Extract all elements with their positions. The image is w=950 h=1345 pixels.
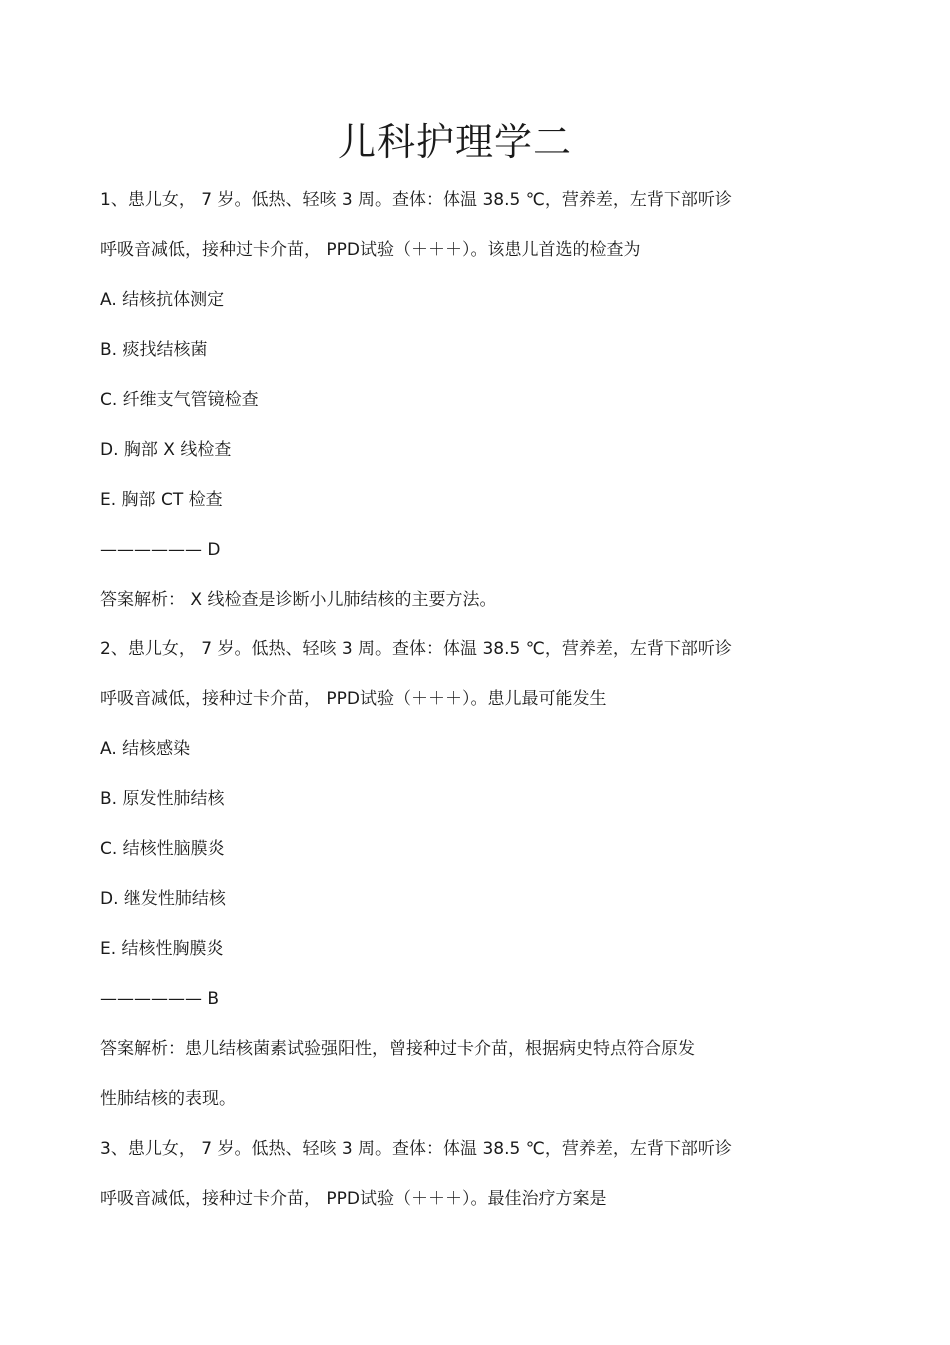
question-3-stem-line-1: 3、患儿女， 7 岁。低热、轻咳 3 周。查体：体温 38.5 ℃，营养差，左背下部听诊 <box>100 1139 732 1159</box>
page-title: 儿科护理学二 <box>337 120 572 164</box>
question-1-option-e: E. 胸部 CT 检查 <box>100 490 223 510</box>
question-1-stem-line-1: 1、患儿女， 7 岁。低热、轻咳 3 周。查体：体温 38.5 ℃，营养差，左背下部听诊 <box>100 190 732 210</box>
question-2-option-a: A. 结核感染 <box>100 739 191 759</box>
question-2-option-d: D. 继发性肺结核 <box>100 889 226 909</box>
question-3-stem-line-2: 呼吸音减低，接种过卡介苗， PPD试验（＋＋＋）。最佳治疗方案是 <box>100 1189 607 1209</box>
question-1-option-d: D. 胸部 X 线检查 <box>100 440 232 460</box>
question-2-option-c: C. 结核性脑膜炎 <box>100 839 225 859</box>
question-1-option-c: C. 纤维支气管镜检查 <box>100 390 259 410</box>
question-2-answer: —————— B <box>100 989 220 1009</box>
question-2-stem-line-2: 呼吸音减低，接种过卡介苗， PPD试验（＋＋＋）。患儿最可能发生 <box>100 689 607 709</box>
question-1-explanation: 答案解析： X 线检查是诊断小儿肺结核的主要方法。 <box>100 590 497 610</box>
question-1-option-a: A. 结核抗体测定 <box>100 290 225 310</box>
question-2-explanation-line-1: 答案解析：患儿结核菌素试验强阳性，曾接种过卡介苗，根据病史特点符合原发 <box>100 1039 695 1059</box>
question-2-explanation-line-2: 性肺结核的表现。 <box>100 1089 236 1109</box>
question-1-answer: —————— D <box>100 540 221 560</box>
question-2-stem-line-1: 2、患儿女， 7 岁。低热、轻咳 3 周。查体：体温 38.5 ℃，营养差，左背下部听诊 <box>100 639 732 659</box>
question-2-option-e: E. 结核性胸膜炎 <box>100 939 224 959</box>
question-2-option-b: B. 原发性肺结核 <box>100 789 225 809</box>
question-1-stem-line-2: 呼吸音减低，接种过卡介苗， PPD试验（＋＋＋）。该患儿首选的检查为 <box>100 240 641 260</box>
question-1-option-b: B. 痰找结核菌 <box>100 340 208 360</box>
